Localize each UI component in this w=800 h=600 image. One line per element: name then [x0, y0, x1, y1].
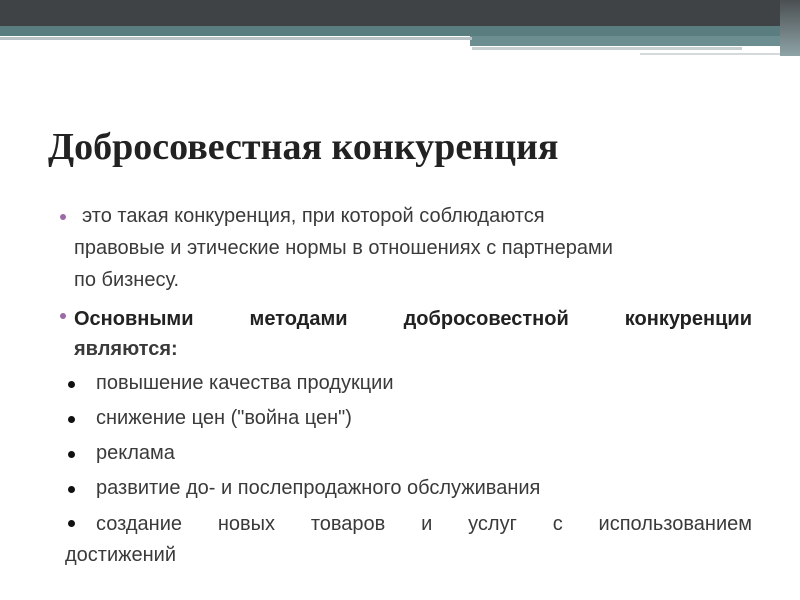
- header-rule-right: [640, 53, 780, 55]
- method-text: реклама: [96, 442, 175, 464]
- header-teal-band: [0, 26, 800, 36]
- header-teal-band-secondary: [470, 36, 800, 46]
- method-text: повышение качества продукции: [96, 372, 394, 394]
- bullet-dot-icon: [68, 520, 75, 527]
- method-text-line-2: достижений: [65, 544, 177, 566]
- bullet-dot-icon: [68, 451, 75, 458]
- header-right-edge: [780, 0, 800, 56]
- header-rule-left: [0, 37, 472, 40]
- bullet-dot-icon: [60, 313, 66, 319]
- definition-line-3: по бизнесу.: [74, 269, 180, 291]
- methods-heading-line-2: являются:: [74, 338, 178, 360]
- slide-title: Добросовестная конкуренция: [48, 126, 559, 168]
- header-rule-middle: [472, 47, 742, 50]
- bullet-dot-icon: [68, 416, 75, 423]
- methods-heading-line-1: Основными методами добросовестной конкуренции: [74, 308, 752, 330]
- method-text-line-1: создание новых товаров и услуг с использованием: [96, 513, 752, 535]
- method-text: развитие до- и послепродажного обслуживания: [96, 477, 541, 499]
- bullet-dot-icon: [60, 214, 66, 220]
- header-dark-band: [0, 0, 800, 26]
- bullet-dot-icon: [68, 381, 75, 388]
- bullet-dot-icon: [68, 486, 75, 493]
- definition-line-2: правовые и этические нормы в отношениях с партнерами: [74, 237, 613, 259]
- definition-line-1: это такая конкуренция, при которой соблюдаются: [82, 205, 545, 227]
- method-text: снижение цен ("война цен"): [96, 407, 352, 429]
